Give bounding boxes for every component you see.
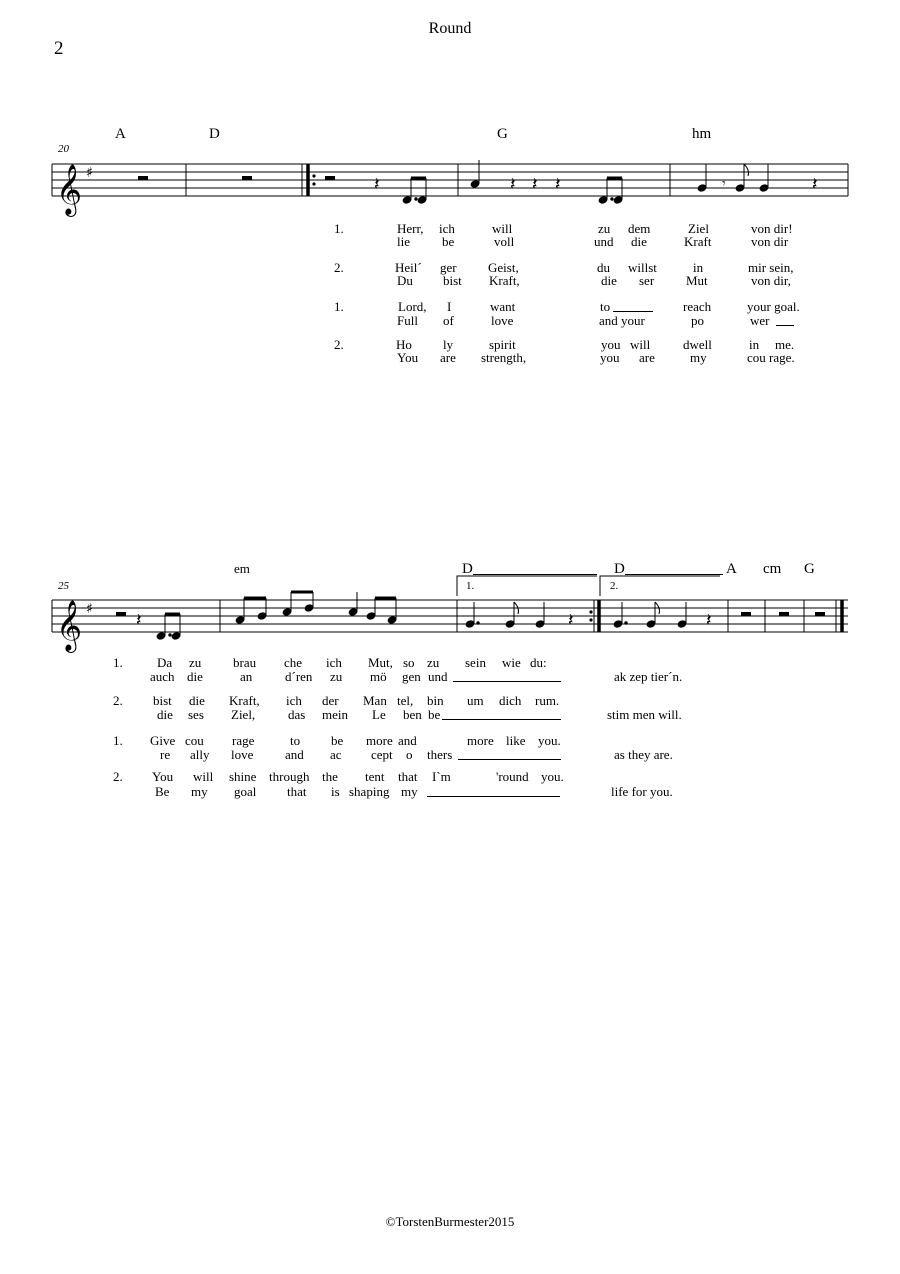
lyric-extender-line — [427, 796, 560, 797]
svg-text:𝄽: 𝄽 — [706, 610, 712, 631]
lyric-syllable: and — [285, 747, 304, 762]
verse-number: 1. — [334, 299, 344, 314]
lyric-syllable: love — [231, 747, 254, 762]
verse-number: 1. — [334, 221, 344, 236]
svg-text:𝄽: 𝄽 — [136, 610, 142, 631]
lyric-syllable: you — [600, 350, 620, 365]
lyric-syllable: wer — [750, 313, 770, 328]
lyric-syllable: bist — [153, 693, 172, 708]
lyric-syllable: bist — [443, 273, 462, 288]
svg-text:𝄽: 𝄽 — [510, 174, 516, 195]
lyric-syllable: more — [366, 733, 393, 748]
chord-symbol: D — [209, 126, 220, 142]
lyric-syllable: ser — [639, 273, 655, 288]
lyric-syllable: lie — [397, 234, 410, 249]
chord-symbol: A — [726, 561, 737, 577]
lyric-syllable: Geist, — [488, 260, 519, 275]
svg-text:𝄽: 𝄽 — [532, 174, 538, 195]
chord-symbol: D — [614, 561, 625, 577]
lyric-syllable: und — [594, 234, 614, 249]
lyric-syllable: be — [428, 707, 441, 722]
measure-number: 20 — [58, 143, 69, 155]
lyric-syllable: be — [442, 234, 455, 249]
lyric-extender-line — [442, 719, 561, 720]
lyric-syllable: um — [467, 693, 484, 708]
lyric-syllable: von dir! — [751, 221, 793, 236]
lyric-syllable: to — [290, 733, 301, 748]
chord-symbol: cm — [763, 561, 782, 577]
lyric-syllable: I`m — [432, 769, 451, 784]
chord-symbol: G — [497, 126, 508, 142]
lyric-syllable: through — [269, 769, 310, 784]
lyric-syllable: Man — [363, 693, 387, 708]
lyric-syllable: my — [401, 784, 418, 799]
lyric-syllable: shine — [229, 769, 257, 784]
page-title: Round — [428, 20, 472, 37]
lyric-syllable: Ziel — [688, 221, 709, 236]
lyric-syllable: die — [157, 707, 173, 722]
lyric-syllable: You — [397, 350, 419, 365]
chord-symbol: G — [804, 561, 815, 577]
lyric-syllable: Ho — [396, 337, 412, 352]
lyric-syllable: you — [601, 337, 621, 352]
lyric-syllable: ally — [190, 747, 210, 762]
lyric-syllable: die — [631, 234, 647, 249]
lyric-syllable: zu — [189, 655, 202, 670]
verse-number: 1. — [113, 733, 123, 748]
lyric-syllable: to — [600, 299, 611, 314]
lyric-syllable: more — [467, 733, 494, 748]
lyric-syllable: ich — [439, 221, 455, 236]
lyric-syllable: that — [287, 784, 307, 799]
lyric-syllable: Give — [150, 733, 176, 748]
lyric-syllable: Kraft — [684, 234, 712, 249]
lyric-syllable: von dir, — [751, 273, 791, 288]
lyric-syllable: brau — [233, 655, 257, 670]
lyric-syllable: auch — [150, 669, 175, 684]
lyric-syllable: is — [331, 784, 340, 799]
lyric-syllable: of — [443, 313, 454, 328]
lyric-syllable: mir sein, — [748, 260, 794, 275]
lyric-syllable: cept — [371, 747, 393, 762]
lyric-syllable: reach — [683, 299, 712, 314]
svg-text:𝄾: 𝄾 — [722, 176, 726, 192]
lyric-syllable: Heil´ — [395, 260, 422, 275]
lyric-syllable: like — [506, 733, 526, 748]
chord-symbol: D — [462, 561, 473, 577]
lyric-syllable: will — [630, 337, 651, 352]
lyric-syllable: Mut — [686, 273, 708, 288]
lyric-syllable: thers — [427, 747, 453, 762]
lyric-syllable: ak zep tier´n. — [614, 669, 683, 684]
lyric-syllable: Da — [157, 655, 173, 670]
lyric-syllable: Du — [397, 273, 413, 288]
lyric-syllable: and — [398, 733, 417, 748]
lyric-syllable: are — [440, 350, 456, 365]
lyric-syllable: my — [690, 350, 707, 365]
lyric-syllable: dwell — [683, 337, 712, 352]
treble-clef-icon: 𝄞 — [56, 600, 83, 651]
lyric-syllable: re — [160, 747, 171, 762]
copyright-notice: ©TorstenBurmester2015 — [385, 1214, 515, 1229]
lyric-syllable: strength, — [481, 350, 527, 365]
lyric-syllable: sein — [465, 655, 486, 670]
lyric-syllable: d´ren — [285, 669, 313, 684]
lyric-syllable: Ziel, — [231, 707, 256, 722]
lyric-syllable: shaping — [349, 784, 390, 799]
lyric-syllable: are — [639, 350, 655, 365]
lyric-syllable: mein — [322, 707, 348, 722]
lyric-syllable: willst — [628, 260, 657, 275]
lyric-syllable: 'round — [496, 769, 529, 784]
lyric-syllable: dem — [628, 221, 651, 236]
lyric-syllable: der — [322, 693, 339, 708]
lyric-syllable: life for you. — [611, 784, 673, 799]
chord-symbol: em — [234, 561, 250, 576]
lyric-extender-line — [458, 759, 561, 760]
lyric-syllable: cou rage. — [747, 350, 795, 365]
lyric-syllable: du — [597, 260, 610, 275]
lyric-syllable: want — [490, 299, 516, 314]
lyric-syllable: dich — [499, 693, 522, 708]
chord-symbol: hm — [692, 126, 712, 142]
lyric-syllable: as they are. — [614, 747, 673, 762]
lyric-syllable: cou — [185, 733, 204, 748]
volta-label: 2. — [610, 580, 619, 592]
lyric-syllable: Kraft, — [489, 273, 520, 288]
lyric-syllable: you. — [538, 733, 561, 748]
lyric-syllable: tent — [365, 769, 385, 784]
lyric-syllable: will — [492, 221, 513, 236]
lyric-syllable: and your — [599, 313, 645, 328]
verse-number: 2. — [334, 337, 344, 352]
lyric-syllable: die — [189, 693, 205, 708]
lyric-syllable: rum. — [535, 693, 560, 708]
lyric-syllable: das — [288, 707, 306, 722]
svg-text:𝄽: 𝄽 — [555, 174, 561, 195]
sharp-icon: ♯ — [86, 601, 93, 617]
lyric-syllable: und — [428, 669, 448, 684]
lyric-syllable: ac — [330, 747, 342, 762]
lyric-syllable: ich — [286, 693, 302, 708]
svg-text:𝄽: 𝄽 — [812, 174, 818, 195]
lyric-syllable: ger — [440, 260, 457, 275]
volta-label: 1. — [466, 580, 475, 592]
verse-number: 2. — [113, 769, 123, 784]
lyric-syllable: you. — [541, 769, 564, 784]
lyric-syllable: mö — [370, 669, 387, 684]
lyric-syllable: zu — [598, 221, 611, 236]
chord-symbol: A — [115, 126, 126, 142]
lyric-syllable: die — [601, 273, 617, 288]
lyric-syllable: Le — [372, 707, 386, 722]
measure-number: 25 — [58, 580, 69, 592]
lyric-syllable: the — [322, 769, 338, 784]
lyric-syllable: Full — [397, 313, 418, 328]
page-number: 2 — [54, 38, 64, 59]
lyric-syllable: po — [691, 313, 704, 328]
treble-clef-icon: 𝄞 — [56, 164, 83, 215]
lyric-syllable: ly — [443, 337, 454, 352]
lyric-syllable: ben — [403, 707, 422, 722]
verse-number: 2. — [334, 260, 344, 275]
lyric-syllable: in — [693, 260, 704, 275]
lyric-syllable: tel, — [397, 693, 414, 708]
lyric-syllable: voll — [494, 234, 515, 249]
lyric-extender-line — [453, 681, 561, 682]
lyric-syllable: your goal. — [747, 299, 800, 314]
sharp-icon: ♯ — [86, 165, 93, 181]
lyric-syllable: o — [406, 747, 413, 762]
lyric-syllable: so — [403, 655, 415, 670]
lyric-syllable: I — [447, 299, 452, 314]
lyric-syllable: die — [187, 669, 203, 684]
lyric-syllable: goal — [234, 784, 257, 799]
lyric-syllable: You — [152, 769, 174, 784]
lyric-syllable: stim men will. — [607, 707, 682, 722]
lyric-syllable: be — [331, 733, 344, 748]
lyric-syllable: Kraft, — [229, 693, 260, 708]
lyric-syllable: will — [193, 769, 214, 784]
verse-number: 1. — [113, 655, 123, 670]
lyric-syllable: Mut, — [368, 655, 393, 670]
lyric-syllable: wie — [502, 655, 521, 670]
lyric-syllable: spirit — [489, 337, 516, 352]
verse-number: 2. — [113, 693, 123, 708]
lyric-syllable: bin — [427, 693, 444, 708]
svg-text:𝄽: 𝄽 — [374, 174, 380, 195]
lyric-syllable: that — [398, 769, 418, 784]
lyric-syllable: gen — [402, 669, 421, 684]
lyric-syllable: zu — [427, 655, 440, 670]
lyric-syllable: in — [749, 337, 760, 352]
lyric-syllable: Be — [155, 784, 170, 799]
lyric-syllable: Lord, — [398, 299, 427, 314]
lyric-syllable: che — [284, 655, 303, 670]
lyric-syllable: an — [240, 669, 253, 684]
lyric-syllable: rage — [232, 733, 255, 748]
lyric-syllable: love — [491, 313, 514, 328]
lyric-syllable: ich — [326, 655, 342, 670]
lyric-syllable: me. — [775, 337, 795, 352]
lyric-syllable: zu — [330, 669, 343, 684]
lyric-syllable: ses — [188, 707, 204, 722]
lyric-syllable: von dir — [751, 234, 789, 249]
lyric-syllable: du: — [530, 655, 547, 670]
lyric-syllable: Herr, — [397, 221, 424, 236]
svg-text:𝄽: 𝄽 — [568, 610, 574, 631]
lyric-syllable: my — [191, 784, 208, 799]
